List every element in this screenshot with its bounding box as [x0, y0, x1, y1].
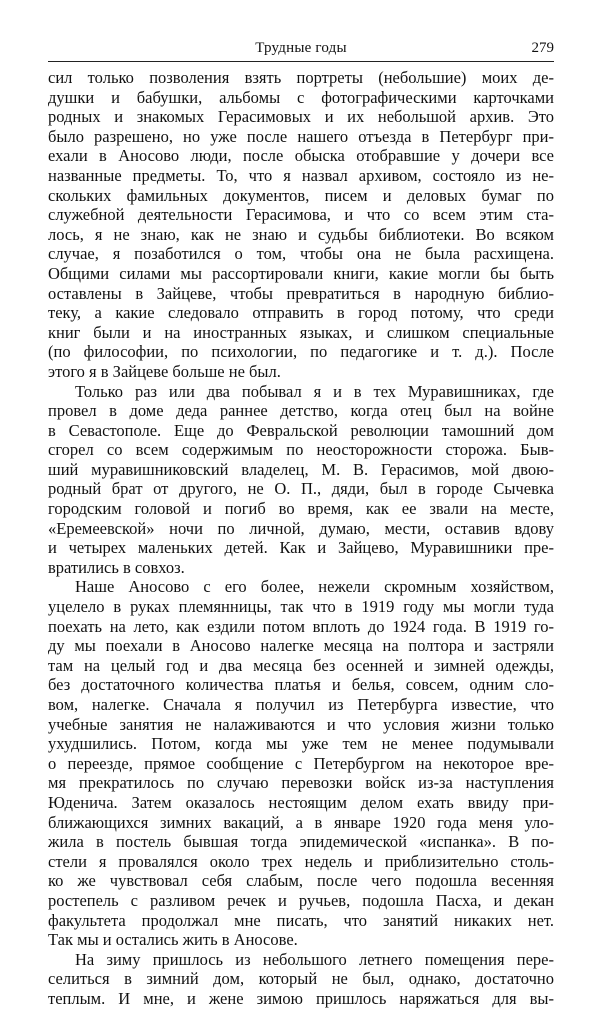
body-text	[48, 68, 554, 1009]
text-line: ехали в Аносово люди, после обыска отобравшие у дочери все	[48, 146, 554, 166]
text-line: лось, я не знаю, как не знаю и судьбы библиотеки. Во всяком	[48, 224, 554, 244]
text-line: городским головой и погиб во время, как ее звали на месте,	[48, 499, 554, 519]
text-line: ший муравишниковский владелец, М. В. Герасимов, мой двою-	[48, 459, 554, 479]
text-line: без достаточного количества платья и белья, совсем, одним сло-	[48, 675, 554, 695]
text-line: служебной деятельности Герасимова, и что со всем этим ста-	[48, 205, 554, 225]
text-line: в Севастополе. Еще до Февральской революции тамошний дом	[48, 420, 554, 440]
text-line: факультета продолжал мне писать, что занятий никаких нет.	[48, 910, 554, 930]
text-line: случае, я позаботился о том, чтобы она не была расхищена.	[48, 244, 554, 264]
text-line: (по философии, по психологии, по педагогике и т. д.). После	[48, 342, 554, 362]
text-line: Общими силами мы рассортировали книги, какие могли бы быть	[48, 263, 554, 283]
text-line: душки и бабушки, альбомы с фотографическими карточками	[48, 87, 554, 107]
text-line: скольких фамильных документов, писем и деловых бумаг по	[48, 185, 554, 205]
text-line: о переезде, прямое сообщение с Петербургом на некоторое вре-	[48, 753, 554, 773]
text-line: мя прекратилось по случаю перевозки войск из-за наступления	[48, 773, 554, 793]
text-line: ко же чувствовал себя слабым, после чего подошла весенняя	[48, 871, 554, 891]
text-line: провел в доме деда раннее детство, когда отец был на войне	[48, 401, 554, 421]
text-line: Только раз или два побывал я и в тех Муравишниках, где	[75, 381, 554, 401]
running-title: Трудные годы	[255, 40, 347, 56]
text-line: сил только позволения взять портреты (небольшие) моих де-	[48, 68, 554, 87]
running-header	[48, 40, 554, 60]
text-line: сгорел со всем содержимым по неосторожности сторожа. Быв-	[48, 440, 554, 460]
text-line: вратились в совхоз.	[48, 557, 185, 577]
text-line: Так мы и остались жить в Аносове.	[48, 930, 298, 950]
text-line: теплым. И мне, и жене зимою пришлось наряжаться для вы-	[48, 988, 554, 1008]
text-line: родных и знакомых Герасимовых и их небольшой архив. Это	[48, 107, 554, 127]
text-line: ростепель с разливом речек и ручьев, подошла Пасха, и декан	[48, 890, 554, 910]
text-line: ду мы поехали в Аносово налегке месяца на полтора и застряли	[48, 636, 554, 656]
text-line: уцелело в руках племянницы, так что в 1919 году мы могли туда	[48, 597, 554, 617]
text-line: стели я провалялся около трех недель и приблизительно столь-	[48, 851, 554, 871]
text-line: учебные занятия не налаживаются и что условия жизни только	[48, 714, 554, 734]
paragraph	[48, 382, 554, 578]
text-line: оставлены в Зайцеве, чтобы превратиться в народную библио-	[48, 283, 554, 303]
text-line: Наше Аносово с его более, нежели скромным хозяйством,	[75, 577, 554, 597]
header-rule	[48, 61, 554, 62]
paragraph	[48, 68, 554, 382]
text-line: и четырех маленьких детей. Как и Зайцево, Муравишники пре-	[48, 538, 554, 558]
text-line: жила в постель бывшая тогда эпидемической «испанка». В по-	[48, 832, 554, 852]
text-line: названные предметы. То, что я назвал архивом, состояло из не-	[48, 165, 554, 185]
text-line: «Еремеевской» ночи по личной, думаю, мести, оставив вдову	[48, 518, 554, 538]
text-line: ухудшились. Потом, когда мы уже тем не менее подумывали	[48, 734, 554, 754]
text-line: селиться в зимний дом, который не был, однако, достаточно	[48, 969, 554, 989]
text-line: теку, а какие следовало отправить в город потому, что среди	[48, 303, 554, 323]
text-line: ближающихся зимних вакаций, а в январе 1920 года меня уло-	[48, 812, 554, 832]
text-line: поехать на лето, как ездили потом вплоть до 1924 года. В 1919 го-	[48, 616, 554, 636]
text-line: Юденича. Затем оказалось нестоящим делом ехать ввиду при-	[48, 792, 554, 812]
text-line: этого я в Зайцеве больше не был.	[48, 361, 281, 381]
paragraph	[48, 950, 554, 1009]
paragraph	[48, 577, 554, 949]
text-line: На зиму пришлось из небольшого летнего помещения пере-	[75, 949, 554, 969]
text-line: там на целый год и два месяца без осенней и зимней одежды,	[48, 655, 554, 675]
text-line: книг были и на иностранных языках, и слишком специальные	[48, 322, 554, 342]
text-line: родный брат от другого, не О. П., дяди, был в городе Сычевка	[48, 479, 554, 499]
page-number: 279	[531, 40, 554, 56]
text-line: вом, налегке. Сначала я получил из Петербурга известие, что	[48, 695, 554, 714]
text-line: было разрешено, но уже после нашего отъезда в Петербург при-	[48, 126, 554, 146]
